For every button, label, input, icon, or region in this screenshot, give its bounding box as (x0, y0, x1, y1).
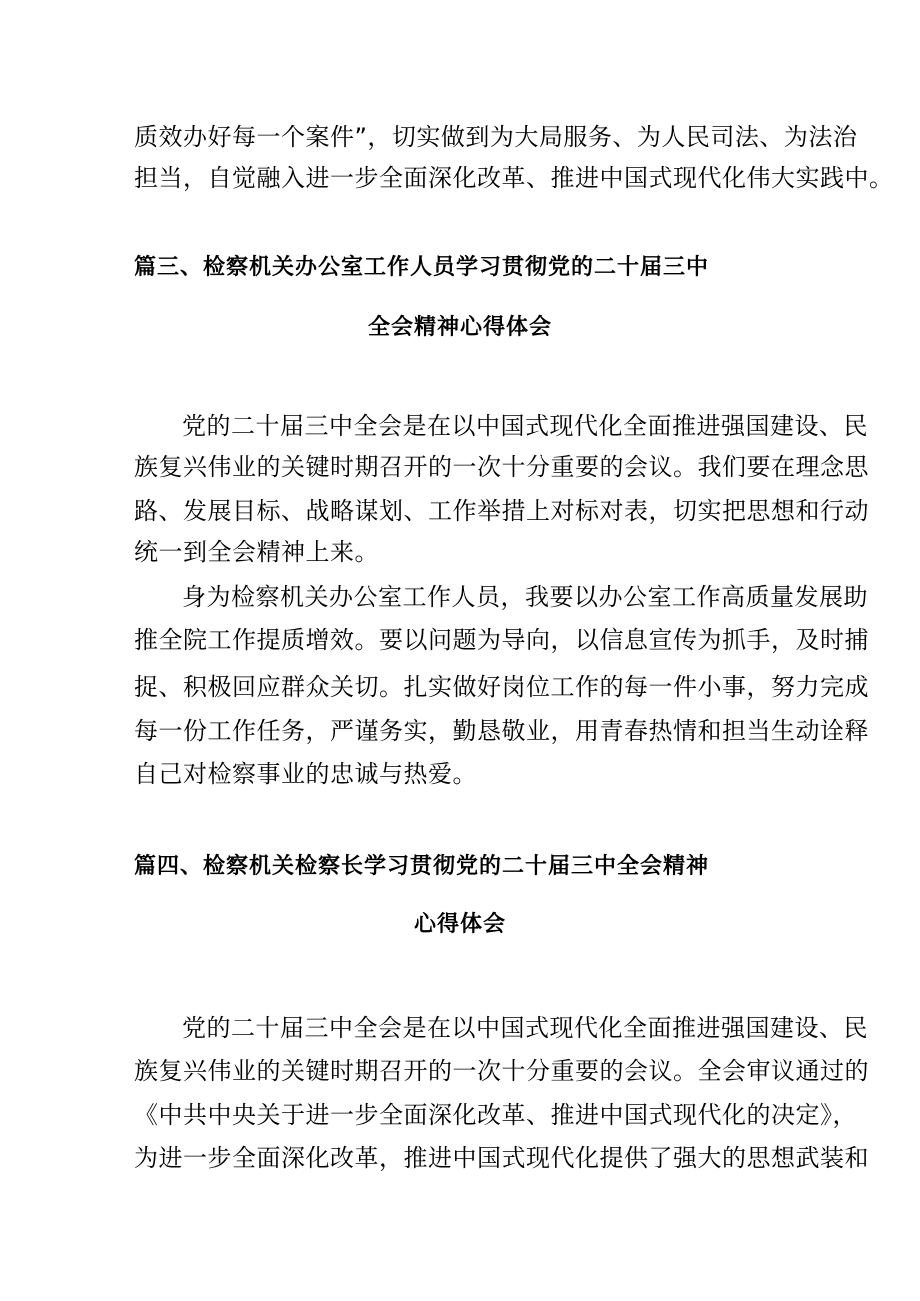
article3-p1-line-3: 路、发展目标、战略谋划、工作举措上对标对表，切实把思想和行动 (134, 497, 869, 525)
article4-p1-line-3: 《中共中央关于进一步全面深化改革、推进中国式现代化的决定》， (134, 1101, 857, 1129)
article3-p1-line-1: 党的二十届三中全会是在以中国式现代化全面推进强国建设、民 (182, 412, 868, 440)
article4-p1-line-2: 族复兴伟业的关键时期召开的一次十分重要的会议。全会审议通过的 (134, 1057, 869, 1085)
article3-p2-line-2: 推全院工作提质增效。要以问题为导向，以信息宣传为抓手，及时捕 (134, 626, 869, 654)
article3-p2-line-5: 自己对检察事业的忠诚与热爱。 (134, 760, 477, 788)
article3-title-line-1: 篇三、检察机关办公室工作人员学习贯彻党的二十届三中 (134, 255, 710, 280)
article3-p2-line-3: 捉、积极回应群众关切。扎实做好岗位工作的每一件小事，努力完成 (134, 673, 869, 701)
article3-p2-line-1: 身为检察机关办公室工作人员，我要以办公室工作高质量发展助 (182, 583, 868, 611)
article4-p1-line-1: 党的二十届三中全会是在以中国式现代化全面推进强国建设、民 (182, 1014, 868, 1042)
article3-p2-line-4: 每一份工作任务，严谨务实，勤恳敬业，用青春热情和担当生动诠释 (134, 717, 869, 745)
article4-title-line-2: 心得体会 (413, 912, 506, 937)
article3-title-line-2: 全会精神心得体会 (367, 315, 552, 340)
article4-title-line-1: 篇四、检察机关检察长学习贯彻党的二十届三中全会精神 (134, 854, 710, 879)
intro-line-1: 质效办好每一个案件”，切实做到为大局服务、为人民司法、为法治 (134, 123, 858, 151)
intro-line-2: 担当，自觉融入进一步全面深化改革、推进中国式现代化伟大实践中。 (134, 164, 894, 192)
article3-p1-line-2: 族复兴伟业的关键时期召开的一次十分重要的会议。我们要在理念思 (134, 453, 869, 481)
article3-p1-line-4: 统一到全会精神上来。 (134, 538, 379, 566)
article4-p1-line-4: 为进一步全面深化改革，推进中国式现代化提供了强大的思想武装和 (134, 1144, 869, 1172)
